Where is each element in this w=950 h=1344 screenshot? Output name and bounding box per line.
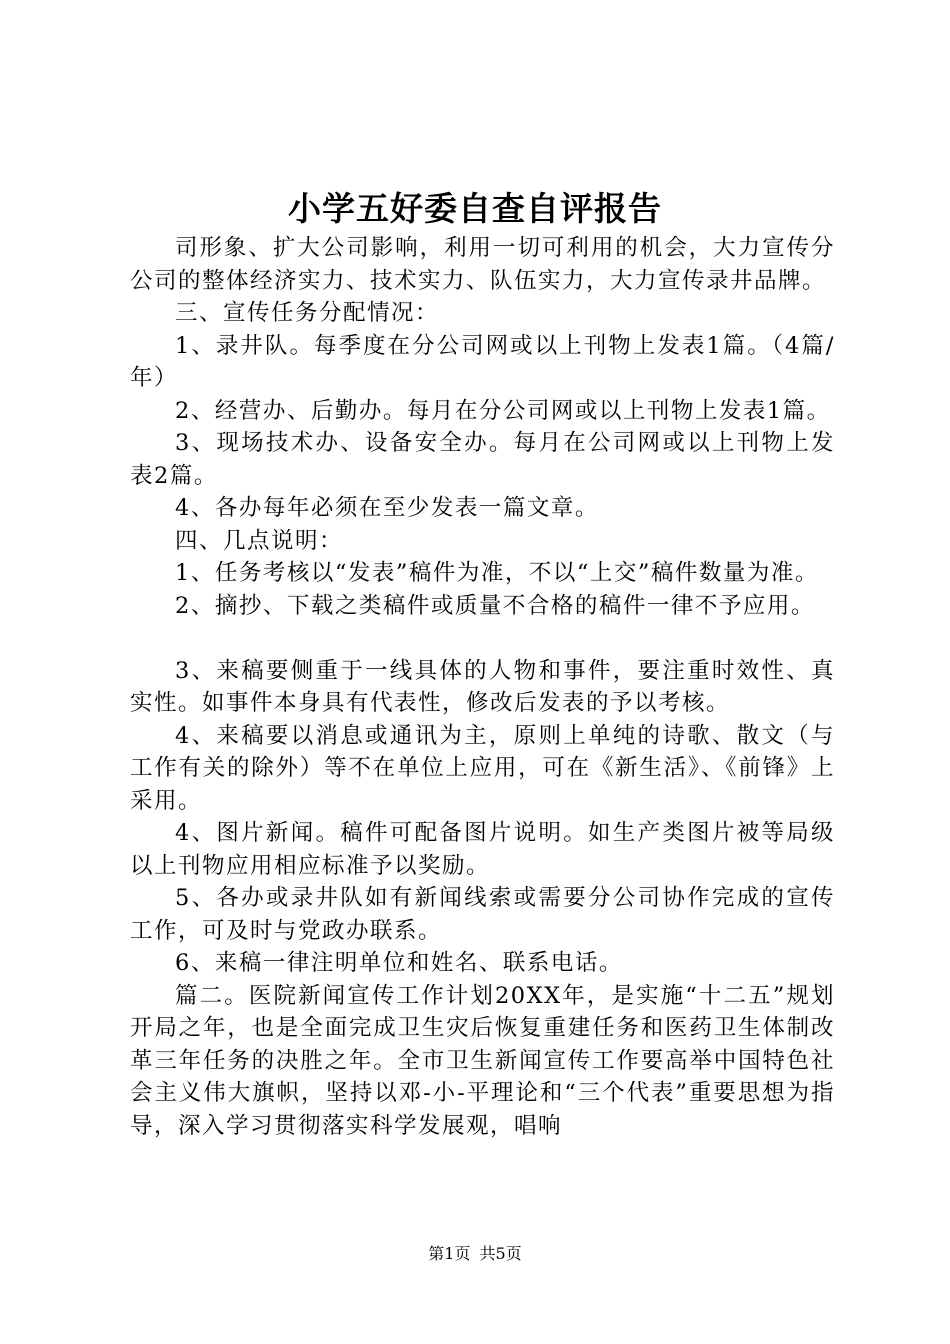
paragraph: 3、现场技术办、设备安全办。每月在公司网或以上刊物上发表2篇。 xyxy=(130,430,835,489)
paragraph: 1、任务考核以“发表”稿件为准，不以“上交”稿件数量为准。 xyxy=(175,560,819,586)
page-total: 共5页 xyxy=(479,1244,522,1263)
paragraph: 4、来稿要以消息或通讯为主，原则上单纯的诗歌、散文（与工作有关的除外）等不在单位上应用，可在《新生活》、《前锋》上采用。 xyxy=(130,722,835,814)
paragraph: 司形象、扩大公司影响，利用一切可利用的机会，大力宣传分公司的整体经济实力、技术实力、队伍实力，大力宣传录井品牌。 xyxy=(130,235,835,294)
paragraph: 4、各办每年必须在至少发表一篇文章。 xyxy=(175,495,599,521)
paragraph: 3、来稿要侧重于一线具体的人物和事件，要注重时效性、真实性。如事件本身具有代表性，修改后发表的予以考核。 xyxy=(130,657,835,716)
document-body xyxy=(130,232,835,1142)
paragraph: 4、图片新闻。稿件可配备图片说明。如生产类图片被等局级以上刊物应用相应标准予以奖励。 xyxy=(130,820,835,879)
paragraph: 5、各办或录井队如有新闻线索或需要分公司协作完成的宣传工作，可及时与党政办联系。 xyxy=(130,885,835,944)
blank-line xyxy=(130,622,835,655)
paragraph: 四、几点说明： xyxy=(175,527,344,554)
paragraph: 6、来稿一律注明单位和姓名、联系电话。 xyxy=(175,950,623,976)
paragraph: 三、宣传任务分配情况： xyxy=(175,300,440,326)
page-number: 第1页 xyxy=(428,1244,471,1263)
paragraph: 篇二。医院新闻宣传工作计划20XX年，是实施“十二五”规划开局之年，也是全面完成卫生灾后恢复重建任务和医药卫生体制改革三年任务的决胜之年。全市卫生新闻宣传工作要高举中国特色社会主义伟大旗帜，坚持以邓-小-平理论和“三个代表”重要思想为指导，深入学习贯彻落实科学发展观，唱响 xyxy=(130,982,835,1139)
paragraph: 2、经营办、后勤办。每月在分公司网或以上刊物上发表1篇。 xyxy=(175,397,831,424)
page-footer xyxy=(0,1244,950,1264)
paragraph: 2、摘抄、下载之类稿件或质量不合格的稿件一律不予应用。 xyxy=(175,592,815,619)
document-title: 小学五好委自查自评报告 xyxy=(288,189,662,228)
paragraph: 1、录井队。每季度在分公司网或以上刊物上发表1篇。（4篇/年） xyxy=(130,332,835,391)
